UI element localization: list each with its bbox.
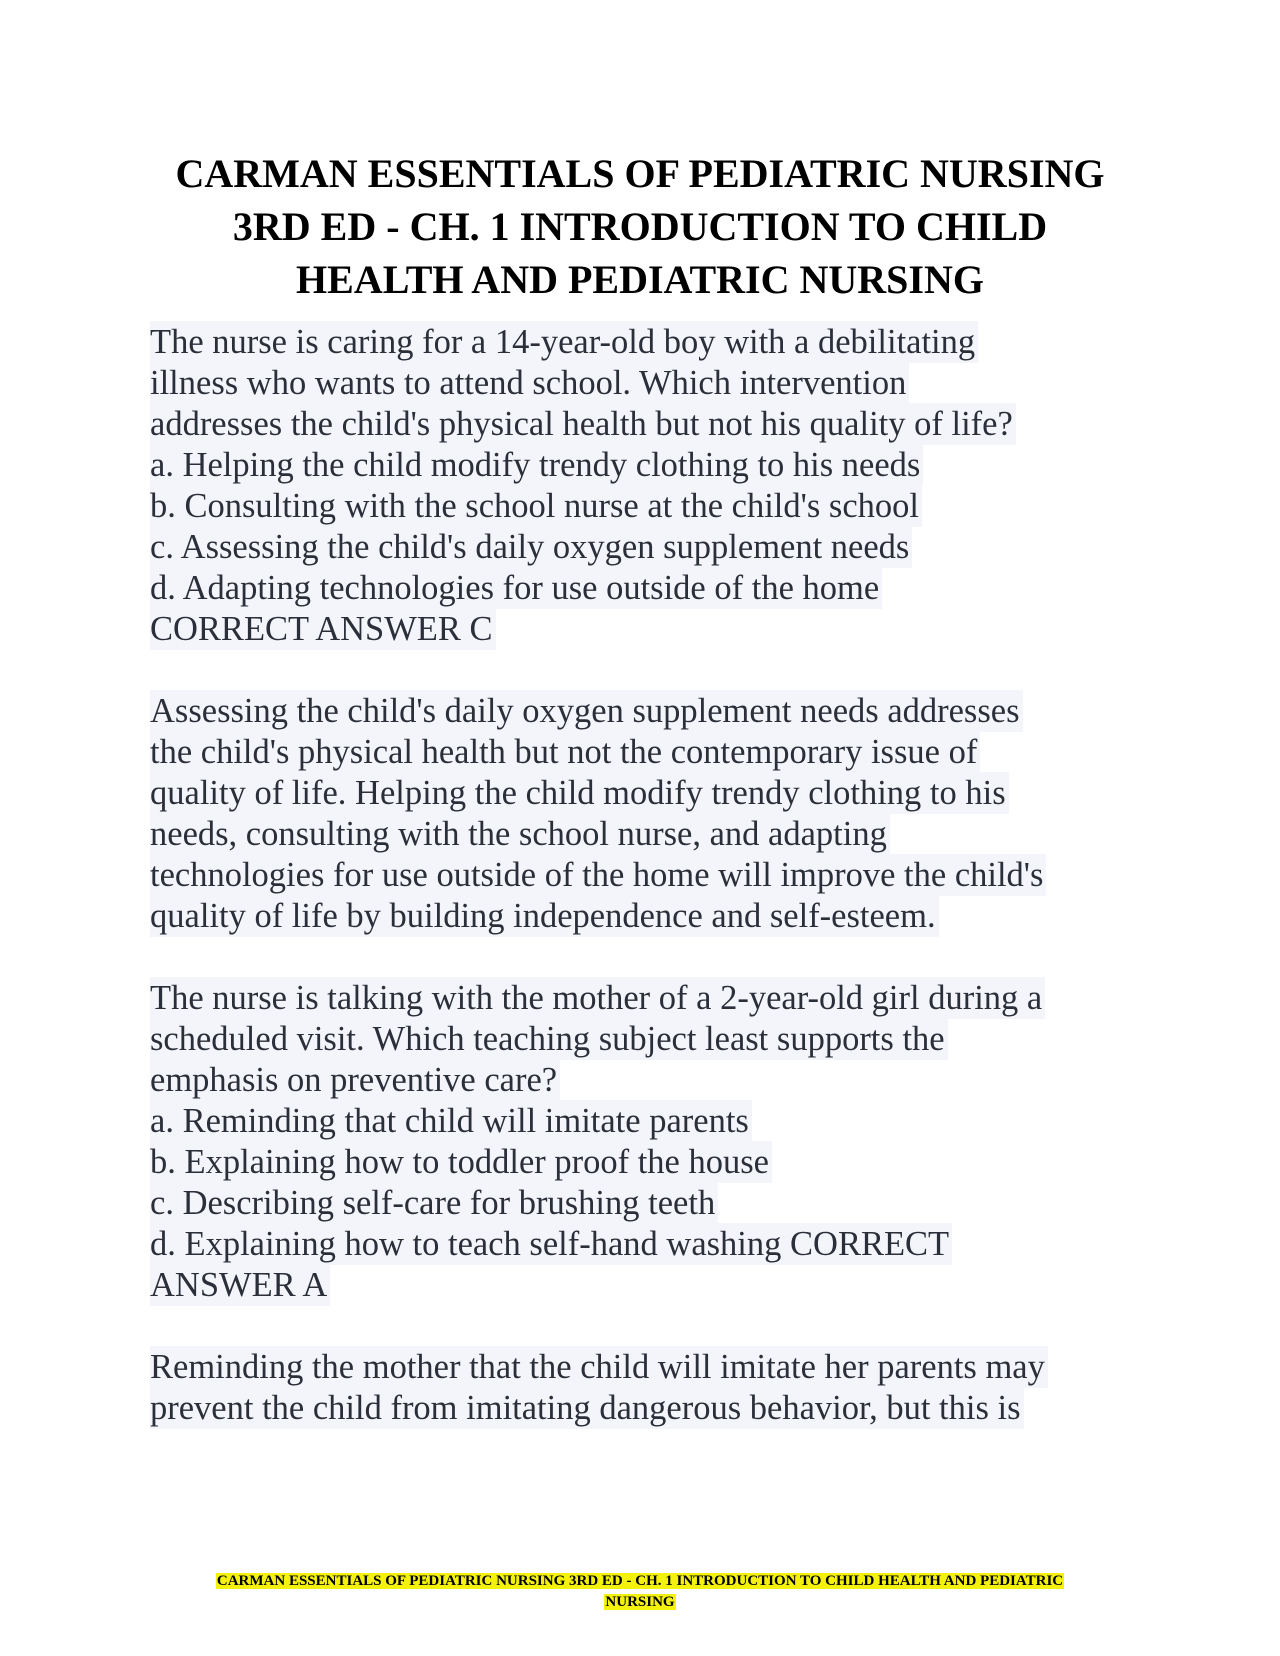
question-1-stem-line: illness who wants to attend school. Which intervention xyxy=(150,362,909,404)
footer-line: CARMAN ESSENTIALS OF PEDIATRIC NURSING 3RD ED - CH. 1 INTRODUCTION TO CHILD HEALTH AND PEDIATRIC xyxy=(216,1573,1064,1589)
rationale-1-line: needs, consulting with the school nurse, and adapting xyxy=(150,813,890,855)
question-1-option-c: c. Assessing the child's daily oxygen supplement needs xyxy=(150,526,912,568)
rationale-1-line: quality of life. Helping the child modify trendy clothing to his xyxy=(150,772,1009,814)
title-line: HEALTH AND PEDIATRIC NURSING xyxy=(296,257,984,302)
question-2-option-a: a. Reminding that child will imitate parents xyxy=(150,1100,752,1142)
question-2-option-c: c. Describing self-care for brushing teeth xyxy=(150,1182,718,1224)
question-2-stem-line: scheduled visit. Which teaching subject least supports the xyxy=(150,1018,948,1060)
rationale-1-line: quality of life by building independence and self-esteem. xyxy=(150,895,939,937)
question-2-option-d: d. Explaining how to teach self-hand washing CORRECT xyxy=(150,1223,952,1265)
question-1-stem-line: The nurse is caring for a 14-year-old boy with a debilitating xyxy=(150,321,978,363)
rationale-2-line: Reminding the mother that the child will imitate her parents may xyxy=(150,1346,1048,1388)
question-1-option-d: d. Adapting technologies for use outside of the home xyxy=(150,567,882,609)
title-line: 3RD ED - CH. 1 INTRODUCTION TO CHILD xyxy=(232,204,1048,249)
title-line: CARMAN ESSENTIALS OF PEDIATRIC NURSING xyxy=(175,151,1105,196)
question-1-correct-answer: CORRECT ANSWER C xyxy=(150,608,496,650)
question-2-stem-line: The nurse is talking with the mother of a 2-year-old girl during a xyxy=(150,977,1045,1019)
question-1-stem-line: addresses the child's physical health but not his quality of life? xyxy=(150,403,1016,445)
question-1-option-b: b. Consulting with the school nurse at the child's school xyxy=(150,485,922,527)
question-2-stem-line: emphasis on preventive care? xyxy=(150,1059,560,1101)
rationale-1-line: Assessing the child's daily oxygen supplement needs addresses xyxy=(150,690,1023,732)
rationale-1-line: the child's physical health but not the contemporary issue of xyxy=(150,731,980,773)
page-footer xyxy=(0,1571,1280,1613)
footer-line: NURSING xyxy=(605,1594,675,1610)
rationale-2-line: prevent the child from imitating dangerous behavior, but this is xyxy=(150,1387,1024,1429)
rationale-1-line: technologies for use outside of the home will improve the child's xyxy=(150,854,1046,896)
question-2-correct-answer: ANSWER A xyxy=(150,1264,330,1306)
question-1-option-a: a. Helping the child modify trendy clothing to his needs xyxy=(150,444,923,486)
question-2-option-b: b. Explaining how to toddler proof the house xyxy=(150,1141,772,1183)
page-title xyxy=(150,147,1130,306)
